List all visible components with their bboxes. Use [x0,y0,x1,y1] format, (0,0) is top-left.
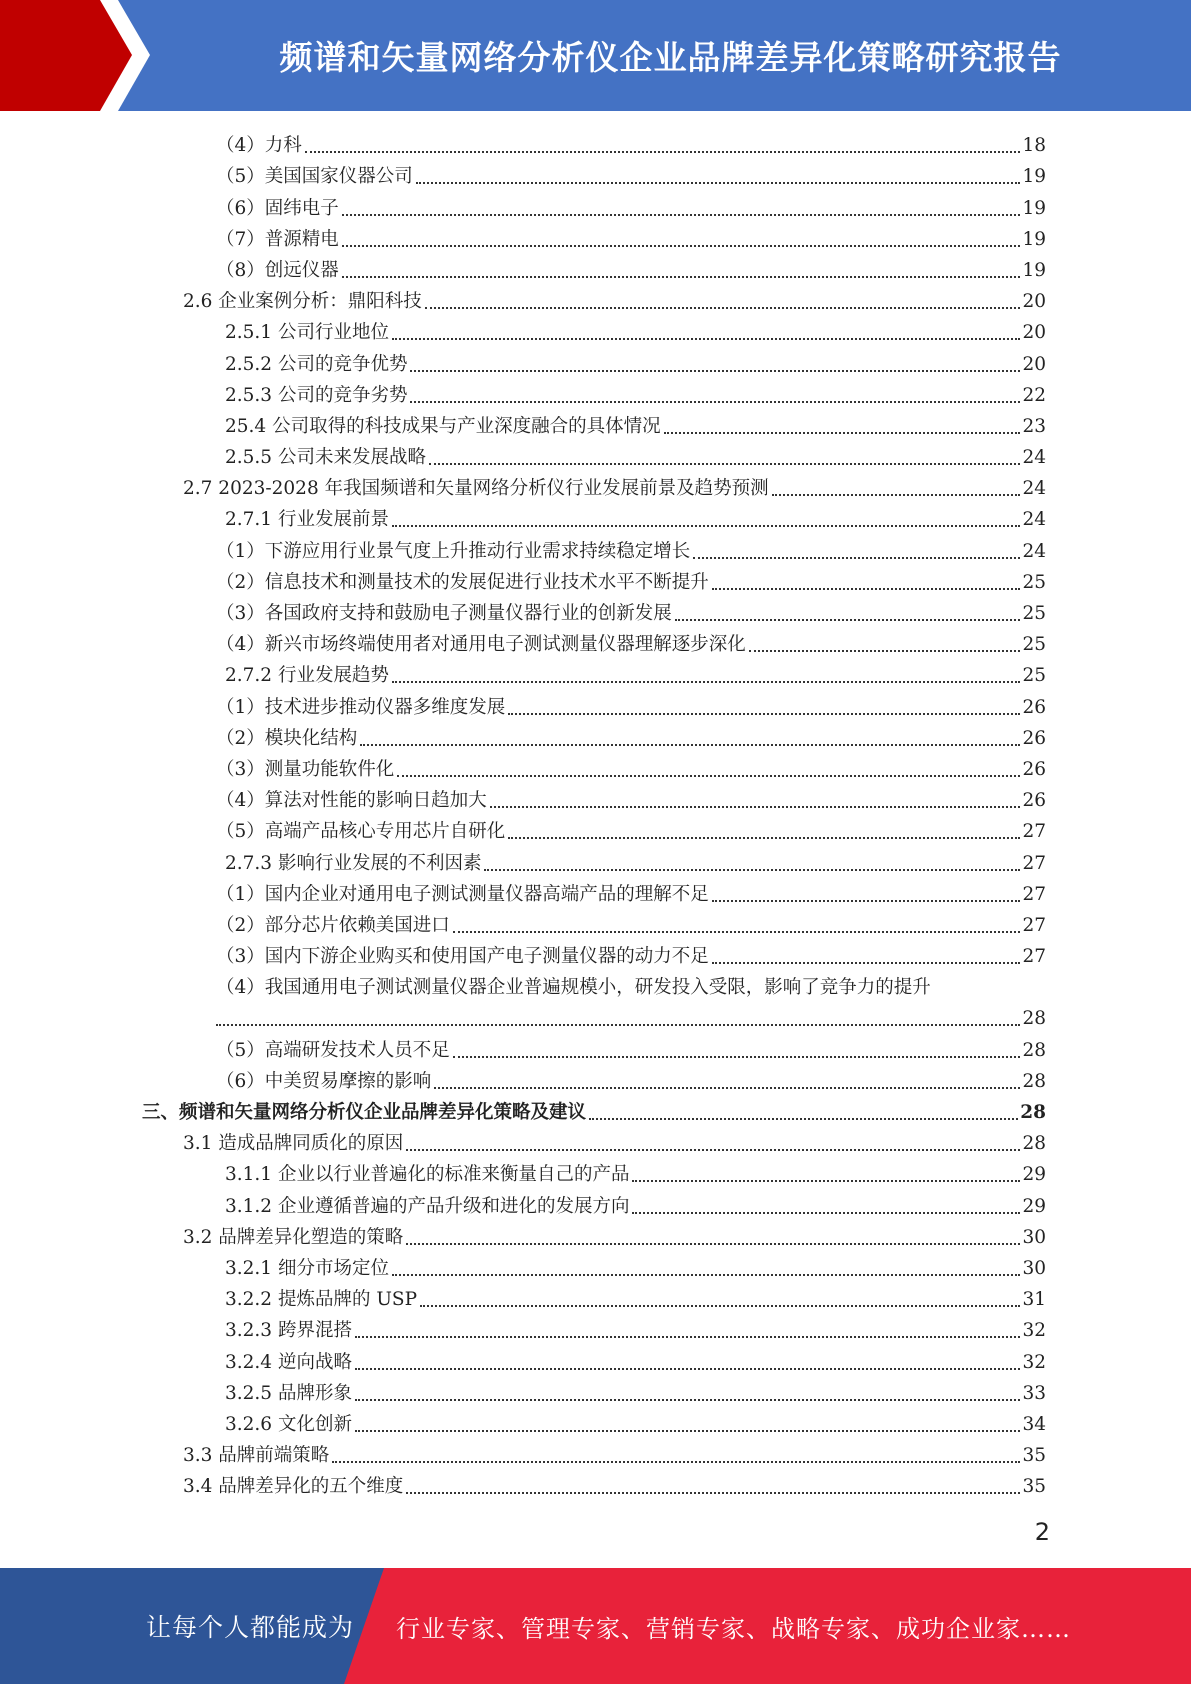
toc-entry-label: （2）部分芯片依赖美国进口 [216,914,450,936]
toc-leader-dots [749,649,1021,652]
toc-entry[interactable] [0,938,1046,969]
toc-leader-dots [453,930,1021,933]
toc-leader-dots [406,1148,1020,1151]
toc-entry-label: 3.2 品牌差异化塑造的策略 [183,1226,404,1248]
toc-entry-label: （5）高端研发技术人员不足 [216,1039,450,1061]
toc-entry-page: 19 [1022,228,1046,250]
toc-entry-page: 31 [1022,1289,1046,1311]
toc-entry-page: 25 [1022,665,1046,687]
table-of-contents [0,127,1191,1499]
toc-leader-dots [392,524,1020,527]
toc-leader-dots [392,1273,1020,1276]
toc-entry-label: （7）普源精电 [216,228,339,250]
toc-leader-dots [589,1117,1018,1120]
toc-entry[interactable] [0,782,1046,813]
report-title: 频谱和矢量网络分析仪企业品牌差异化策略研究报告 [279,38,1062,77]
toc-leader-dots [342,244,1021,247]
toc-entry[interactable] [0,876,1046,907]
toc-entry[interactable] [0,751,1046,782]
toc-entry-label: 25.4 公司取得的科技成果与产业深度融合的具体情况 [225,415,661,437]
toc-entry-page: 27 [1022,883,1046,905]
toc-entry[interactable] [0,1187,1046,1218]
toc-entry-label: （5）美国国家仪器公司 [216,166,413,188]
toc-entry[interactable] [0,1406,1046,1437]
toc-leader-dots [406,1242,1020,1245]
toc-entry-label: （6）中美贸易摩擦的影响 [216,1070,432,1092]
footer-slogan: 让每个人都能成为 [145,1613,354,1642]
toc-entry[interactable] [0,844,1046,875]
toc-entry[interactable] [0,1375,1046,1406]
toc-entry-label: 2.7.2 行业发展趋势 [225,665,389,687]
toc-entry-page: 28 [1022,1039,1046,1061]
toc-entry[interactable] [0,1125,1046,1156]
toc-entry[interactable] [0,688,1046,719]
toc-leader-dots [397,774,1020,777]
toc-entry-page: 28 [1022,1070,1046,1092]
toc-entry[interactable] [0,1468,1046,1499]
toc-entry-label: 3.2.4 逆向战略 [225,1351,352,1373]
toc-entry-page: 22 [1022,384,1046,406]
toc-entry-label: 2.6 企业案例分析：鼎阳科技 [183,291,422,313]
toc-entry-page: 32 [1022,1320,1046,1342]
toc-entry-page: 20 [1022,322,1046,344]
toc-entry[interactable] [0,221,1046,252]
toc-entry-page: 27 [1022,946,1046,968]
toc-entry[interactable] [0,1156,1046,1187]
toc-entry-label: （8）创远仪器 [216,259,339,281]
toc-leader-dots [712,961,1021,964]
toc-entry[interactable] [0,470,1046,501]
toc-entry-page: 30 [1022,1226,1046,1248]
toc-entry-label: （1）国内企业对通用电子测试测量仪器高端产品的理解不足 [216,883,709,905]
toc-entry-label: （1）技术进步推动仪器多维度发展 [216,696,506,718]
toc-leader-dots [355,1335,1021,1338]
toc-entry[interactable] [0,720,1046,751]
toc-entry[interactable] [0,158,1046,189]
toc-entry[interactable] [0,377,1046,408]
toc-entry-page: 26 [1022,790,1046,812]
page-header [0,0,1191,111]
toc-entry-label: 3.1.1 企业以行业普遍化的标准来衡量自己的产品 [225,1164,630,1186]
toc-entry-page: 27 [1022,914,1046,936]
toc-leader-dots [305,150,1021,153]
toc-entry[interactable] [0,1031,1046,1062]
toc-entry-page: 27 [1022,821,1046,843]
toc-entry-label: 3.2.1 细分市场定位 [225,1257,389,1279]
toc-entry[interactable] [0,813,1046,844]
page-number: 2 [1034,1518,1050,1546]
toc-entry-page: 19 [1022,259,1046,281]
toc-entry[interactable] [0,1343,1046,1374]
toc-entry-label: 3.2.2 提炼品牌的 USP [225,1289,418,1311]
toc-leader-dots [429,462,1020,465]
toc-entry[interactable] [0,1312,1046,1343]
toc-entry-page: 29 [1022,1164,1046,1186]
toc-entry-label: 三、频谱和矢量网络分析仪企业品牌差异化策略及建议 [142,1102,587,1124]
toc-entry[interactable] [0,1281,1046,1312]
toc-leader-dots [410,369,1020,372]
toc-entry-page: 32 [1022,1351,1046,1373]
toc-entry-page: 26 [1022,758,1046,780]
toc-entry-page: 35 [1022,1445,1046,1467]
toc-entry-page: 26 [1022,727,1046,749]
toc-entry[interactable] [0,314,1046,345]
toc-entry[interactable] [0,501,1046,532]
toc-entry[interactable] [0,1094,1046,1125]
toc-entry-label: 2.5.3 公司的竞争劣势 [225,384,408,406]
toc-entry-page: 19 [1022,166,1046,188]
toc-leader-dots [406,1491,1020,1494]
toc-entry[interactable] [0,189,1046,220]
toc-entry-label: （2）信息技术和测量技术的发展促进行业技术水平不断提升 [216,571,709,593]
toc-entry[interactable] [0,1063,1046,1094]
toc-leader-dots [490,805,1021,808]
toc-entry-page: 26 [1022,696,1046,718]
toc-entry[interactable] [0,626,1046,657]
toc-leader-dots [675,618,1021,621]
toc-entry-page: 20 [1022,291,1046,313]
footer-tagline: 行业专家、管理专家、营销专家、战略专家、成功企业家…… [396,1614,1071,1643]
toc-entry-label: （5）高端产品核心专用芯片自研化 [216,821,506,843]
toc-entry-label: 3.1.2 企业遵循普遍的产品升级和进化的发展方向 [225,1195,630,1217]
toc-entry-label: 2.5.1 公司行业地位 [225,322,389,344]
toc-entry-page: 19 [1022,197,1046,219]
toc-entry-label: 3.2.6 文化创新 [225,1413,352,1435]
toc-leader-dots [332,1460,1020,1463]
toc-entry-page: 20 [1022,353,1046,375]
toc-entry[interactable] [0,969,1046,1031]
toc-entry-label: （4）新兴市场终端使用者对通用电子测试测量仪器理解逐步深化 [216,634,746,656]
toc-entry[interactable] [0,252,1046,283]
toc-entry-page: 33 [1022,1382,1046,1404]
toc-leader-dots [712,587,1021,590]
toc-leader-dots [342,213,1021,216]
toc-entry-label: 3.2.5 品牌形象 [225,1382,352,1404]
toc-entry-page: 24 [1022,509,1046,531]
toc-entry[interactable] [0,907,1046,938]
toc-entry-label: （1）下游应用行业景气度上升推动行业需求持续稳定增长 [216,540,691,562]
toc-entry-label: 3.3 品牌前端策略 [183,1445,330,1467]
toc-leader-dots [416,181,1021,184]
toc-entry-label: 2.5.5 公司未来发展战略 [225,447,426,469]
toc-entry-label: 3.1 造成品牌同质化的原因 [183,1133,404,1155]
toc-entry-label: （3）国内下游企业购买和使用国产电子测量仪器的动力不足 [216,946,709,968]
toc-leader-dots [410,400,1020,403]
toc-entry[interactable] [0,657,1046,688]
toc-entry-page: 34 [1022,1413,1046,1435]
toc-entry-label: （4）我国通用电子测试测量仪器企业普遍规模小，研发投入受限，影响了竞争力的提升 [216,977,931,999]
toc-entry-label: （3）各国政府支持和鼓励电子测量仪器行业的创新发展 [216,603,672,624]
toc-leader-dots [392,337,1020,340]
toc-entry-label: 2.7.3 影响行业发展的不利因素 [225,852,482,874]
toc-entry-page: 24 [1022,478,1046,500]
toc-entry-label: 2.7.1 行业发展前景 [225,509,389,531]
toc-entry-page: 24 [1022,540,1046,562]
toc-entry-label: 3.4 品牌差异化的五个维度 [183,1476,404,1498]
toc-entry-page: 27 [1022,852,1046,874]
toc-entry-page: 29 [1022,1195,1046,1217]
toc-entry[interactable] [0,1250,1046,1281]
toc-leader-dots [664,431,1021,434]
toc-entry-label: （4）算法对性能的影响日趋加大 [216,790,487,812]
toc-entry-page: 25 [1022,634,1046,656]
toc-entry-label: （3）测量功能软件化 [216,758,395,780]
toc-leader-dots [508,836,1020,839]
toc-entry-label: 3.2.3 跨界混搭 [225,1320,352,1342]
toc-entry-page: 23 [1022,415,1046,437]
toc-leader-dots [484,868,1020,871]
toc-entry[interactable] [0,564,1046,595]
toc-entry-page: 28 [1022,1008,1046,1030]
toc-entry-page: 25 [1022,571,1046,593]
toc-entry[interactable] [0,439,1046,470]
toc-leader-dots [632,1179,1020,1182]
toc-leader-dots [392,680,1020,683]
toc-leader-dots [355,1398,1021,1401]
toc-entry[interactable] [0,408,1046,439]
toc-entry-label: （6）固纬电子 [216,197,339,219]
toc-entry[interactable] [0,1219,1046,1250]
toc-entry-page: 24 [1022,447,1046,469]
toc-leader-dots [693,556,1020,559]
page-footer [0,1568,1191,1684]
toc-leader-dots [425,306,1021,309]
toc-entry-page: 28 [1022,1133,1046,1155]
toc-leader-dots [342,275,1021,278]
toc-entry-page: 30 [1022,1257,1046,1279]
toc-leader-dots [216,1023,1020,1026]
toc-entry[interactable] [0,1437,1046,1468]
toc-leader-dots [355,1367,1021,1370]
toc-leader-dots [453,1055,1021,1058]
toc-leader-dots [632,1211,1020,1214]
toc-leader-dots [772,493,1021,496]
toc-entry[interactable] [0,595,1046,626]
toc-leader-dots [712,899,1021,902]
toc-entry[interactable] [0,283,1046,314]
toc-entry-label: 2.5.2 公司的竞争优势 [225,353,408,375]
toc-leader-dots [355,1429,1021,1432]
toc-leader-dots [508,712,1020,715]
toc-entry-page: 28 [1020,1102,1046,1124]
toc-entry[interactable] [0,127,1046,158]
toc-entry-label: 2.7 2023-2028 年我国频谱和矢量网络分析仪行业发展前景及趋势预测 [183,478,769,500]
toc-entry-page: 18 [1022,135,1046,157]
toc-entry-label: （2）模块化结构 [216,727,358,749]
toc-entry-label: （4）力科 [216,135,302,157]
toc-leader-dots [360,743,1020,746]
toc-entry[interactable] [0,345,1046,376]
toc-entry-page: 35 [1022,1476,1046,1498]
toc-entry[interactable] [0,532,1046,563]
toc-entry-page: 25 [1022,603,1046,624]
toc-leader-dots [420,1304,1020,1307]
toc-leader-dots [434,1086,1020,1089]
